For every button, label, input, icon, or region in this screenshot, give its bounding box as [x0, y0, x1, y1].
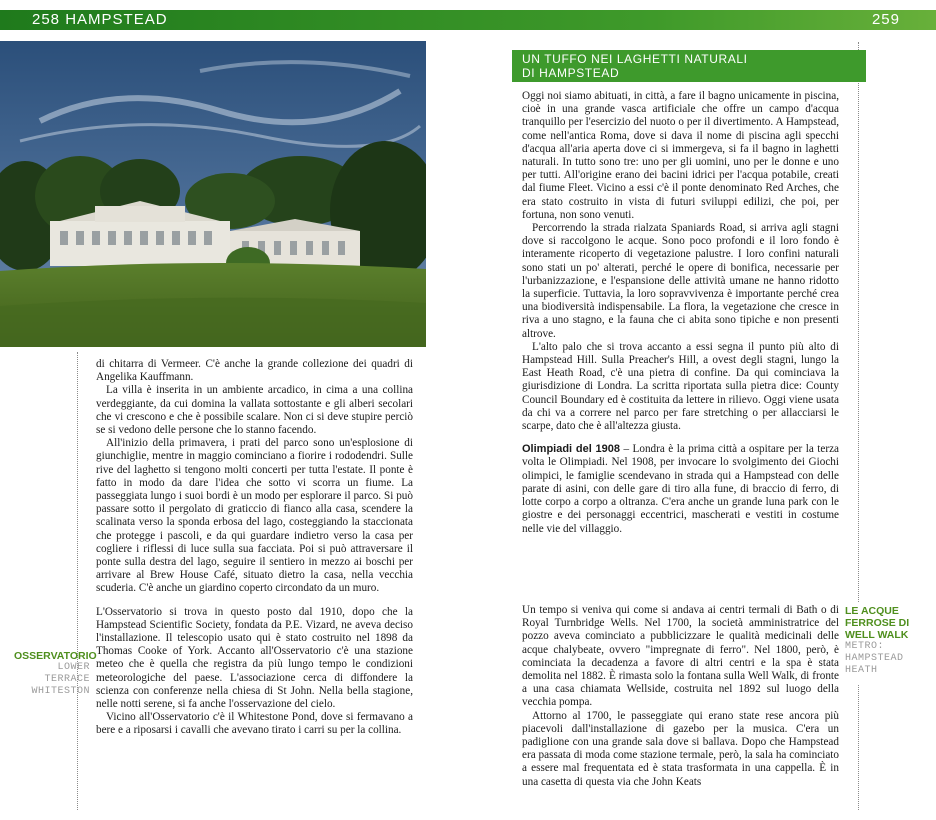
- address-line: WHITESTON: [31, 686, 90, 697]
- house-photo: [0, 41, 426, 347]
- page-number-right: 259: [871, 11, 900, 28]
- olympics-paragraph: [522, 443, 839, 535]
- box-title-line: UN TUFFO NEI LAGHETTI NATURALI: [522, 52, 748, 66]
- side-note-title: LE ACQUE: [845, 605, 899, 617]
- side-note-title: FERROSE DI: [845, 617, 910, 629]
- paragraph: Percorrendo la strada rialzata Spaniards Road, si arriva agli stagni dove si raccolgono le acque. Sono poco profondi e il loro fondo è interamente ricoperto di vegetazione palustre. I loro confini naturali sono stati un po' alterati, perché le opere di bonifica, necessarie per l'urbanizzazione, e l'espansione delle attività umane ne hanno ridotto la superficie. Tuttavia, la loro sopravvivenza è importante perché crea una biodiversità indispensabile. La flora, la vegetazione che cresce in riva a uno stagno, e la fauna che ci abita sono tipiche e non presenti altrove.: [522, 222, 839, 340]
- olympics-text: – Londra è la prima città a ospitare per la terza volta le Olimpiadi. Nel 1908, per invocare lo svolgimento dei Giochi olimpici, le famiglie scendevano in strada qui a Hampstead con delle parate di asini, con delle gare di tiro alla fune, di braccio di ferro, di lotte corpo a corpo a oltranza. C'era anche un grande luna park con le giostre e dei personaggi eccentrici, mascherati e vestiti in costume nelle vie del villaggio.: [522, 443, 840, 535]
- paragraph: All'inizio della primavera, i prati del parco sono un'esplosione di giunchiglie, mentre in maggio cominciano a fiorire i rododendri. Sulle rive del laghetto si tengono molti concerti per tutta l'estate. Il ponte è fatto in modo da dare l'idea che sotto vi scorra un fiume. La passeggiata lungo i suoi bordi è un modo per esplorare il parco. Si può passare sotto il pergolato di graticcio di fianco alla casa, scendere la scalinata verso la sponda erbosa del lago, costeggiando la staccionata che protegge i pascoli, e da qui guardare indietro verso la casa per cogliere i riflessi di luce sulla sua facciata. Poi si può attraversare il ponte sulla destra del lago, seguire il sentiero in mezzo ai boschi per arrivare al Brew House Café, situato dietro la casa, nella vecchia scuderia. C'è anche un giardino coperto circondato da un muro.: [96, 437, 413, 595]
- metro-line: METRO:: [845, 641, 885, 652]
- side-note-title: OSSERVATORIO: [14, 650, 97, 662]
- box-title-line: DI HAMPSTEAD: [522, 65, 620, 80]
- metro-line: HAMPSTEAD: [845, 653, 904, 664]
- box-title: [512, 50, 866, 82]
- paragraph: Un tempo si veniva qui come si andava ai centri termali di Bath o di Royal Turnbridge Wells. Nel 1700, la società amministratrice del pozzo aveva cominciato a pubblicizzare le qualità medicinali delle acque chalybeate, ovvero "impregnate di ferro". Nel 1800, però, è cominciata la decadenza a favore di altri centri e la spa è stata demolita nel 1882. È rimasta solo la fontana sulla Well Walk, di fronte a una casa chiamata Wellside, costruita nel 1892 sul luogo della vecchia pompa.: [522, 604, 839, 709]
- paragraph: Oggi noi siamo abituati, in città, a fare il bagno unicamente in piscina, cioè in una grande vasca artificiale che offre un campo d'acqua tranquillo per l'esercizio del nuoto o per il divertimento. A Hampstead, come nell'antica Roma, dove si dava il nome di piscina agli specchi d'acqua all'aria aperta dove ci si immergeva, si fa il bagno in laghetti naturali. In tutto sono tre: uno per gli uomini, uno per le donne e uno per tutti. All'origine erano dei bacini idrici per l'acqua potabile, creati dal fiume Fleet. Vicino a essi c'è il ponte denominato Red Arches, che era stato costruito in vista di futuri sviluppi edilizi, che poi, per fortuna, non sono venuti.: [522, 90, 839, 221]
- box-text: [522, 90, 839, 536]
- paragraph: La villa è inserita in un ambiente arcadico, in cima a una collina verdeggiante, da cui domina la vallata sottostante e gli alberi secolari che vi crescono e che è possibile scalare. Non ci si deve stupire perciò se si vedono delle persone che lo stanno facendo.: [96, 384, 413, 437]
- olympics-lead: Olimpiadi del 1908: [522, 443, 620, 456]
- running-head-left: 258 HAMPSTEAD: [32, 11, 168, 28]
- side-note-title: WELL WALK: [845, 629, 909, 641]
- right-margin-rule-top: [858, 42, 859, 602]
- address-line: LOWER: [57, 662, 90, 673]
- left-margin-rule: [77, 352, 78, 810]
- paragraph: Attorno al 1700, le passeggiate qui erano state rese ancora più piacevoli dall'installazione di gazebo per la musica. C'era un padiglione con una grande sala dove si ballava. Dopo che Hampstead era passata di moda come stazione termale, però, la sala ha cominciato a essere mal frequentata ed è stata trasformata in una cappella. È in una casetta di questa via che John Keats: [522, 709, 839, 788]
- side-note-observatory: [14, 650, 97, 698]
- right-margin-rule-bottom: [858, 685, 859, 810]
- side-note-well-walk: [845, 605, 933, 677]
- metro-line: HEATH: [845, 665, 878, 676]
- address-line: TERRACE: [44, 674, 90, 685]
- paragraph: L'Osservatorio si trova in questo posto dal 1910, dopo che la Hampstead Scientific Society, fondata da P.E. Vizard, ne aveva deciso l'installazione. Il telescopio usato qui è stato costruito nel 1898 da Thomas Cooke of York. Accanto all'Osservatorio c'è una stazione meteo che è quella che registra da più lungo tempo le condizioni meteorologiche del paese. L'associazione cerca di diffondere la scienza con conferenze nella chiesa di St John. Nella bella stagione, nelle notti serene, si fa anche l'osservazione del cielo.: [96, 605, 413, 711]
- right-column-text: [522, 604, 839, 789]
- paragraph: L'alto palo che si trova accanto a essi segna il punto più alto di Hampstead Hill. Sulla Preacher's Hill, a ovest degli stagni, lungo la East Heath Road, c'è una pietra di confine. Da qui cominciava la giurisdizione di Londra. La scritta riportata sulla pietra dice: County Council Boundary ed è costituita da lettere in rilievo. Oggi viene usata da chi va a correre nel parco per fare stretching o per allacciarsi le scarpe, dato che è all'altezza giusta.: [522, 340, 839, 433]
- paragraph: di chitarra di Vermeer. C'è anche la grande collezione dei quadri di Angelika Kauffmann.: [96, 358, 413, 384]
- left-column-text: [96, 358, 413, 738]
- paragraph: Vicino all'Osservatorio c'è il Whitestone Pond, dove si fermavano a bere e a riposarsi i cavalli che avevano tirato i carri su per la collina.: [96, 711, 413, 737]
